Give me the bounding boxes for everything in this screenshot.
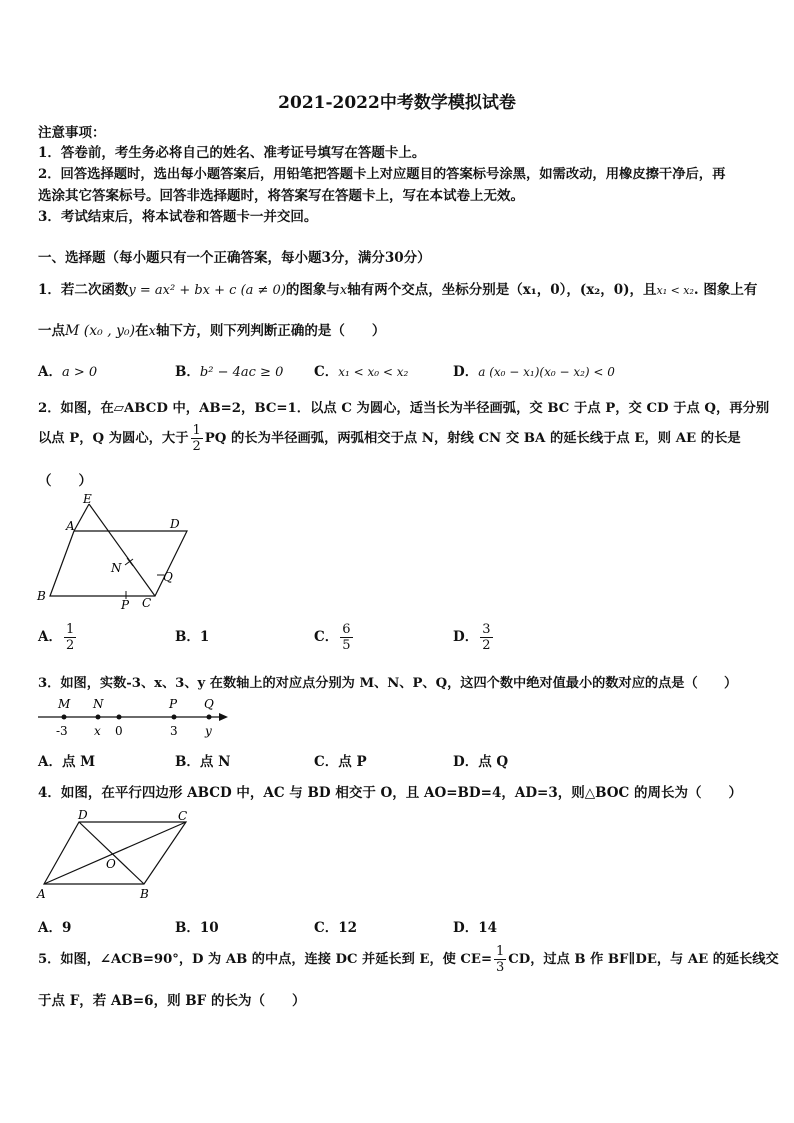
label-p: P	[169, 697, 178, 711]
q1-option-d-math: a (x₀ − x₁)(x₀ − x₂) < 0	[478, 365, 615, 379]
label-e: E	[83, 492, 92, 506]
q1-option-a-label: A．	[38, 364, 62, 380]
point-p	[172, 715, 177, 720]
label-m: M	[58, 697, 71, 711]
q2-figure	[30, 490, 200, 612]
q1-text-g: 轴下方，则下列判断正确的是（ ）	[155, 323, 386, 339]
label-a: A	[37, 887, 46, 901]
q2-option-c-num: 6	[342, 622, 351, 637]
q2-frac-den: 2	[192, 439, 201, 454]
q2-option-c	[314, 618, 355, 656]
label-q: Q	[163, 570, 173, 584]
q2-line1: 2．如图，在▱ABCD 中，AB=2，BC=1．以点 C 为圆心，适当长为半径画弧，交 BC 于点 P，交 CD 于点 Q，再分别	[38, 401, 770, 416]
q4-question: 4．如图，在平行四边形 ABCD 中，AC 与 BD 相交于 O，且 AO=BD=4，AD=3，则△BOC 的周长为（ ）	[38, 785, 742, 801]
q1-line2	[38, 319, 385, 339]
q1-option-a	[38, 360, 97, 380]
q1-text-d: . 图象上有	[693, 282, 758, 298]
notice-item-1: 1．答卷前，考生务必将自己的姓名、准考证号填写在答题卡上。	[38, 145, 426, 161]
label-o: O	[106, 857, 116, 871]
q4-option-c: C．12	[314, 920, 358, 936]
q5-text-b: CD，过点 B 作 BF∥DE，与 AE 的延长线交	[508, 952, 779, 967]
q1-option-d-label: D．	[453, 364, 479, 380]
label-b: B	[37, 589, 46, 603]
q2-option-c-frac	[340, 622, 352, 653]
q3-question: 3．如图，实数-3、x、3、y 在数轴上的对应点分别为 M、N、P、Q，这四个数中绝对值最小的数对应的点是（ ）	[38, 676, 738, 691]
q2-option-a-label: A．	[38, 629, 62, 645]
label-p: P	[121, 598, 130, 612]
q3-option-b: B．点 N	[175, 754, 231, 770]
q5-text-a: 5．如图，∠ACB=90°，D 为 AB 的中点，连接 DC 并延长到 E，使 CE=	[38, 952, 493, 967]
q1-text-b: 的图象与	[285, 282, 340, 298]
label-3: 3	[170, 724, 178, 738]
q2-option-d	[453, 618, 495, 656]
q3-option-a: A．点 M	[38, 754, 96, 770]
label-n: N	[93, 697, 104, 711]
label-b: B	[140, 887, 149, 901]
label-d: D	[170, 517, 180, 531]
q3-option-c: C．点 P	[314, 754, 367, 770]
q1-point-m: M (x₀ , y₀)	[65, 323, 136, 339]
q2-option-b: B．1	[175, 629, 210, 645]
q1-text-a: 1．若二次函数	[38, 282, 129, 298]
q4-figure	[34, 806, 194, 902]
q1-line1	[38, 278, 757, 298]
q3-option-d: D．点 Q	[453, 754, 509, 770]
page-title: 2021-2022中考数学模拟试卷	[278, 93, 516, 113]
axis-arrow	[219, 713, 228, 721]
q1-option-b-label: B．	[175, 364, 200, 380]
label-n: N	[111, 561, 122, 575]
q1-option-c	[314, 360, 408, 380]
q1-option-c-math: x₁ < x₀ < x₂	[338, 365, 409, 379]
q2-text-b: PQ 的长为半径画弧，两弧相交于点 N，射线 CN 交 BA 的延长线于点 E，则 AE 的长是	[204, 431, 741, 446]
q1-option-c-label: C．	[314, 364, 339, 380]
point-m	[62, 715, 67, 720]
label-c: C	[178, 809, 188, 823]
notice-item-2a: 2．回答选择题时，选出每小题答案后，用铅笔把答题卡上对应题目的答案标号涂黑，如需改动，用橡皮擦干净后，再	[38, 167, 726, 182]
q2-line2	[38, 422, 741, 456]
q5-fraction	[494, 944, 506, 975]
label-0: 0	[115, 724, 123, 738]
ray-cn	[89, 504, 155, 596]
point-n	[96, 715, 101, 720]
q2-option-a	[38, 618, 78, 656]
q3-number-line	[34, 694, 234, 740]
notice-item-2b: 选涂其它答案标号。回答非选择题时，将答案写在答题卡上，写在本试卷上无效。	[38, 188, 524, 204]
q4-option-d: D．14	[453, 920, 497, 936]
label-a: A	[66, 519, 75, 533]
section-heading: 一、选择题（每小题只有一个正确答案，每小题3分，满分30分）	[38, 250, 431, 266]
q5-frac-num: 1	[496, 944, 505, 959]
q1-x: x	[339, 283, 348, 298]
q1-text-c: 轴有两个交点，坐标分别是（x₁，0），(x₂，0)，且	[347, 282, 657, 298]
q2-option-a-frac	[64, 622, 76, 653]
point-zero	[117, 715, 122, 720]
q1-option-a-math: a > 0	[61, 365, 98, 380]
q1-condition: x₁ < x₂	[656, 284, 694, 297]
label-q: Q	[204, 697, 214, 711]
q2-option-d-den: 2	[482, 638, 491, 653]
q2-option-a-num: 1	[65, 622, 75, 637]
label-d: D	[78, 808, 88, 822]
label-minus-3: -3	[56, 724, 68, 738]
q1-option-b	[175, 360, 283, 380]
q5-line1	[38, 940, 779, 980]
q1-text-f: 在	[135, 323, 149, 339]
notice-item-3: 3．考试结束后，将本试卷和答题卡一并交回。	[38, 209, 318, 225]
q4-option-b: B．10	[175, 920, 219, 936]
q1-option-d	[453, 360, 615, 380]
q5-line2: 于点 F，若 AB=6，则 BF 的长为（ ）	[38, 993, 306, 1009]
q2-option-d-label: D．	[453, 629, 479, 645]
q4-option-a: A．9	[38, 920, 72, 936]
q2-option-c-den: 5	[342, 638, 351, 653]
q2-option-d-num: 3	[482, 622, 491, 637]
q5-frac-den: 3	[496, 960, 505, 975]
q2-text-a: 以点 P，Q 为圆心，大于	[38, 431, 189, 446]
q1-x2: x	[148, 324, 156, 339]
label-x: x	[94, 724, 101, 738]
q2-option-d-frac	[480, 622, 492, 653]
point-q	[207, 715, 212, 720]
q1-text-e: 一点	[38, 323, 65, 339]
q2-fraction	[191, 423, 203, 454]
q1-formula: y = ax² + bx + c (a ≠ 0)	[128, 283, 286, 298]
q2-option-c-label: C．	[314, 629, 339, 645]
q1-option-b-math: b² − 4ac ≥ 0	[199, 365, 284, 380]
label-c: C	[142, 596, 152, 610]
q2-option-a-den: 2	[65, 638, 75, 653]
notice-heading: 注意事项：	[38, 125, 106, 141]
q2-frac-num: 1	[192, 423, 201, 438]
label-y: y	[205, 724, 212, 738]
q2-line3: （ ）	[38, 473, 92, 489]
ray-ba-extension	[74, 504, 89, 531]
diagonal-bd	[79, 822, 144, 884]
